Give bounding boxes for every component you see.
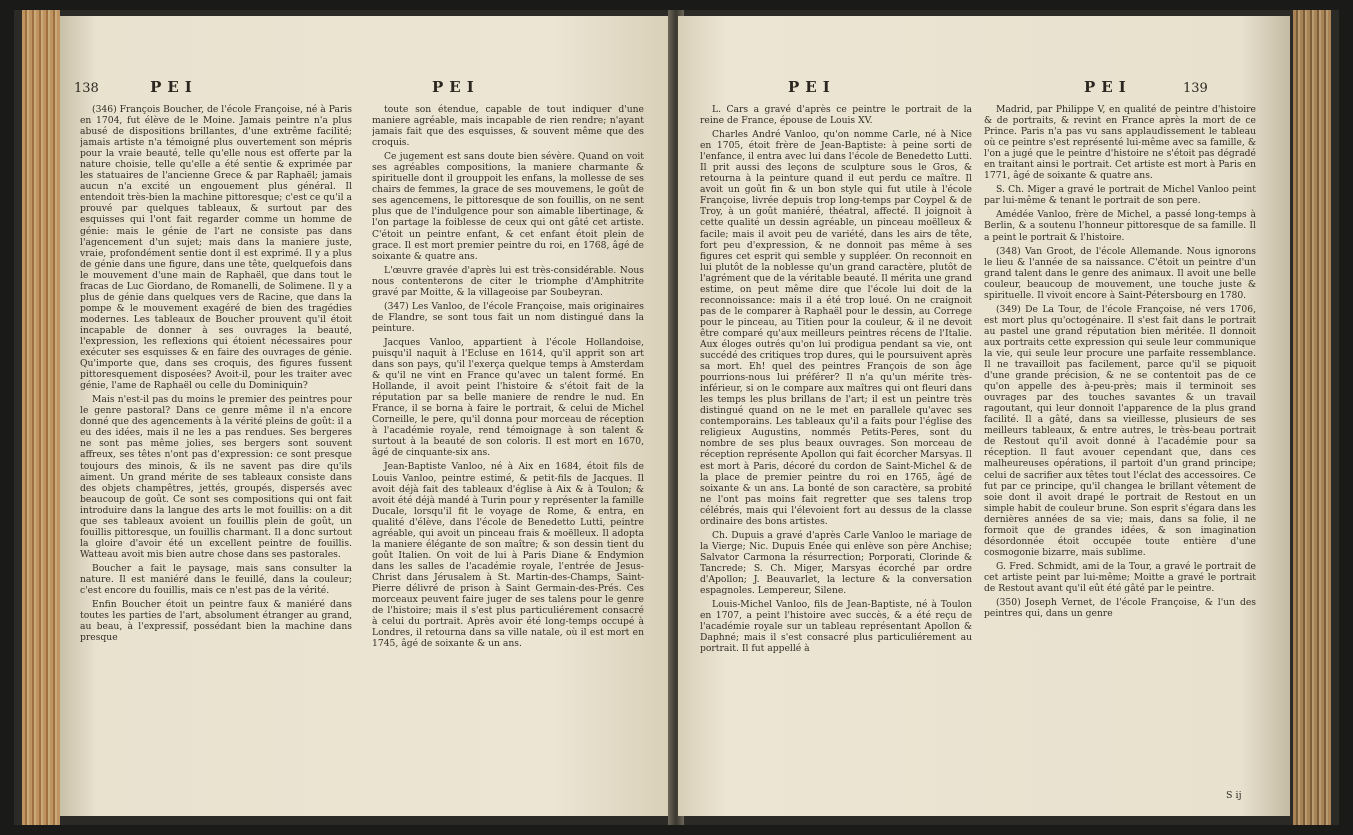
- paragraph: (347) Les Vanloo, de l'école Françoise, mais originaires de Flandre, se sont tous fait un nom distingué dans la peinture.: [372, 300, 644, 334]
- paragraph: Louis-Michel Vanloo, fils de Jean-Baptiste, né à Toulon en 1707, a peint l'histoire avec succès, & a été reçu de l'académie royale sur un tableau représentant Apollon & Daphné; mais il s'est consacré plus particuliérement au portrait. Il fut appellé à: [700, 599, 972, 655]
- paragraph: S. Ch. Miger a gravé le portrait de Michel Vanloo peint par lui-même & tenant le portrait de son pere.: [984, 184, 1256, 207]
- paragraph: Ch. Dupuis a gravé d'après Carle Vanloo le mariage de la Vierge; Nic. Dupuis Enée qui enlève son père Anchise; Salvator Carmona la résurrection; Porporati, Clorinde & Tancrede; S. Ch. Miger, Marsyas écorché par ordre d'Apollon; J. Beauvarlet, la lecture & la conversation espagnoles. Lempereur, Silene.: [700, 529, 972, 597]
- right-page-header: [1084, 78, 1208, 96]
- book-spread: [14, 10, 1339, 825]
- left-page-header: [74, 78, 198, 96]
- paragraph: Enfin Boucher étoit un peintre faux & maniéré dans toutes les parties de l'art, absolument étranger au grand, au beau, à l'expressif, possédant bien la machine dans presque: [80, 599, 352, 644]
- paragraph: Jean-Baptiste Vanloo, né à Aix en 1684, étoit fils de Louis Vanloo, peintre estimé, & petit-fils de Jacques. Il avoit déjà fait des tableaux d'église à Aix & à Toulon; & avoit été déjà mandé à Turin pour y représenter la famille Ducale, lorsqu'il fit le voyage de Rome, & entra, en qualité d'élève, dans l'école de Benedetto Lutti, peintre agréable, qui avoit un pinceau frais & moëlleux. Il adopta la maniere élégante de son maître; & son dessin tient du goût Italien. On voit de lui à Paris Diane & Endymion dans les salles de l'académie royale, l'entrée de Jesus-Christ dans Jérusalem à St. Martin-des-Champs, Saint-Pierre délivré de prison à Saint Germain-des-Prés. Ces morceaux peuvent faire juger de ses talens pour le genre de l'histoire; mais il s'est plus particuliérement consacré à celui du portrait. Après avoir été long-temps occupé à Londres, il retourna dans sa ville natale, où il est mort en 1745, âgé de soixante & un ans.: [372, 461, 644, 650]
- left-running-head-2: PEI: [432, 78, 480, 96]
- left-page-edges: [22, 10, 60, 825]
- paragraph: L. Cars a gravé d'après ce peintre le portrait de la reine de France, épouse de Louis XV.: [700, 104, 972, 127]
- right-running-head-1: PEI: [788, 78, 836, 96]
- left-column-1: [80, 104, 352, 804]
- paragraph: toute son étendue, capable de tout indiquer d'une maniere agréable, mais incapable de rien rendre; n'ayant jamais fait que des esquisses, & souvent même que des croquis.: [372, 104, 644, 149]
- paragraph: (350) Joseph Vernet, de l'école Françoise, & l'un des peintres qui, dans un genre: [984, 597, 1256, 620]
- paragraph: L'œuvre gravée d'après lui est très-considérable. Nous nous contenterons de citer le triomphe d'Amphitrite gravé par Moitte, & la villageoise par Soubeyran.: [372, 264, 644, 298]
- paragraph: Jacques Vanloo, appartient à l'école Hollandoise, puisqu'il naquit à l'Ecluse en 1614, qu'il apprit son art dans son pays, qu'il l'exerça quelque temps à Amsterdam & qu'il ne vint en France qu'avec un talent formé. En Hollande, il avoit peint l'histoire & s'étoit fait de la réputation par sa belle maniere de rendre le nud. En France, il se borna à faire le portrait, & celui de Michel Corneille, le pere, qu'il donna pour morceau de réception à l'académie royale, rend témoignage à son talent & surtout à la beauté de son coloris. Il est mort en 1670, âgé de cinquante-six ans.: [372, 336, 644, 459]
- right-column-2: [984, 104, 1256, 784]
- paragraph: G. Fred. Schmidt, ami de la Tour, a gravé le portrait de cet artiste peint par lui-même; Moitte a gravé le portrait de Restout avant qu'il eût été gâté par le peintre.: [984, 560, 1256, 594]
- paragraph: Charles André Vanloo, qu'on nomme Carle, né à Nice en 1705, étoit frère de Jean-Baptiste: à peine sorti de l'enfance, il entra avec lui dans l'école de Benedetto Lutti. Il prit aussi des leçons de sculpture sous le Gros, & retourna à la peinture quand il eut perdu ce maître. Il avoit un goût fin & un bon style qui fut utile à l'école Françoise, livrée depuis trop long-temps par Coypel & de Troy, à un goût maniéré, théatral, affecté. Il joignoit à cette qualité un dessin agréable, un pinceau moëlleux & facile; mais il avoit peu de variété, dans les airs de tête, fort peu d'expression, & ne donnoit pas même à ses figures cet esprit qui semble y suppléer. On reconnoit en lui plutôt de la noblesse qu'un grand caractère, plutôt de l'agrément que de la véritable beauté. Il mérita une grand estime, on peut même dire que l'école lui doit de la reconnoissance: mais il a été trop loué. On ne craignoit pas de le comparer à Raphaël pour le dessin, au Correge pour le pinceau, au Titien pour la couleur, & il ne devoit être comparé qu'aux meilleurs peintres récens de l'Italie. Aux éloges outrés qu'on lui prodigua pendant sa vie, ont succédé des critiques trop dures, qui le poursuivent après sa mort. Eh! quel des peintres François de son âge pourrions-nous lui préférer? Il n'a qu'un mérite très-inférieur, si on le compare aux maîtres qui ont fleuri dans les temps les plus brillans de l'art; il est un peintre très distingué quand on ne le met en parallele qu'avec ses contemporains. Les tableaux qu'il a faits pour l'église des religieux Augustins, nommés Petits-Peres, sont du nombre de ses plus beaux ouvrages. Son morceau de réception représente Apollon qui fait écorcher Marsyas. Il est mort à Paris, décoré du cordon de Saint-Michel & de la place de premier peintre du roi en 1765, âgé de soixante & un ans. La bonté de son caractère, sa probité ne l'ont pas moins fait regretter que ses talens trop célébrés, mais qui l'élevoient fort au dessus de la classe ordinaire des bons artistes.: [700, 129, 972, 527]
- left-column-2: [372, 104, 644, 804]
- left-page-number: 138: [74, 81, 99, 96]
- paragraph: Madrid, par Philippe V, en qualité de peintre d'histoire & de portraits, & revint en France après la mort de ce Prince. Paris n'a pas vu sans applaudissement le tableau où ce peintre s'est représenté lui-même avec sa famille, & l'on a jugé que le peintre d'histoire ne s'étoit pas dégradé en traitant ainsi le portrait. Cet artiste est mort à Paris en 1771, âgé de soixante & quatre ans.: [984, 104, 1256, 182]
- left-page: [60, 16, 676, 816]
- paragraph: (348) Van Groot, de l'école Allemande. Nous ignorons le lieu & l'année de sa naissance. C'étoit un peintre d'un grand talent dans le genre des animaux. Il avoit une belle couleur, beaucoup de mouvement, une touche juste & spirituelle. Il vivoit encore à Saint-Pétersbourg en 1780.: [984, 245, 1256, 301]
- right-running-head-2: PEI: [1084, 78, 1132, 96]
- right-page: [678, 16, 1290, 816]
- right-page-edges: [1293, 10, 1331, 825]
- right-column-1: [700, 104, 972, 804]
- paragraph: (346) François Boucher, de l'école Françoise, né à Paris en 1704, fut élève de le Moine. Jamais peintre n'a plus abusé de dispositions brillantes, d'une extrême facilité; jamais artiste n'a témoigné plus ouvertement son mépris pour la vraie beauté, telle qu'elle nous est offerte par la nature choisie, telle qu'elle a été sentie & exprimée par les statuaires de l'ancienne Grece & par Raphaël; jamais aucun n'a excité un engouement plus général. Il entendoit très-bien la machine pittoresque; c'est ce qu'il a prouvé par quelques tableaux, & surtout par des esquisses qui l'ont fait regarder comme un homme de génie: mais le génie de l'art ne consiste pas dans l'agencement d'un sujet; mais dans la maniere juste, vraie, profondément sentie dont il est exprimé. Il y a plus de génie dans une figure, dans une tête, quelquefois dans le mouvement d'une main de Raphaël, que dans tout le fracas de Luc Giordano, de Romanelli, de Solimene. Il y a plus de génie dans quelques vers de Racine, que dans la pompe & le mouvement exagéré de bien des tragédies modernes. Les tableaux de Boucher prouvent qu'il étoit incapable de donner à ses ouvrages la beauté, l'expression, les reflexions qui étoient nécessaires pour exécuter ses esquisses & en faire des ouvrages de génie. Qu'importe que, dans ses croquis, des figures fussent pittoresquement disposées? Avoit-il, pour les traiter avec génie, l'ame de Raphaël ou celle du Dominiquin?: [80, 104, 352, 392]
- paragraph: Ce jugement est sans doute bien sévère. Quand on voit ses agréables compositions, la maniere charmante & spirituelle dont il grouppoit les enfans, la mollesse de ses chairs de femmes, la grace de ses mouvemens, le goût de ses agencemens, le pittoresque de son fouillis, on ne sent plus que de l'indulgence pour son aimable libertinage, & l'on partage la foiblesse de ceux qui ont gâté cet artiste. C'étoit un peintre enfant, & cet enfant étoit plein de grace. Il est mort premier peintre du roi, en 1768, âgé de soixante & quatre ans.: [372, 151, 644, 262]
- paragraph: Boucher a fait le paysage, mais sans consulter la nature. Il est maniéré dans le feuillé, dans la couleur; c'est encore du fouillis, mais ce n'est pas de la vérité.: [80, 562, 352, 597]
- paragraph: Amédée Vanloo, frère de Michel, a passé long-temps à Berlin, & a soutenu l'honneur pittoresque de sa famille. Il a peint le portrait & l'histoire.: [984, 209, 1256, 243]
- paragraph: Mais n'est-il pas du moins le premier des peintres pour le genre pastoral? Dans ce genre même il n'a encore donné que des agencements à la vérité pleins de goût: il a eu des idées, mais il ne les a pas rendues. Ses bergeres ne sont pas même jolies, ses bergers sont souvent affreux, ses têtes n'ont pas d'expression: ce sont presque toujours des minois, & ils ne savent pas dire qu'ils aiment. Un grand mérite de ses tableaux consiste dans des objets champêtres, jettés, groupés, dispersés avec beaucoup de goût. Ce sont ses compositions qui ont fait introduire dans la langue des arts le mot fouillis: on a dit que ses tableaux avoient un fouillis plein de goût, un fouillis pittoresque, un fouillis charmant. Il a donc surtout la gloire d'avoir été un excellent peintre de fouillis. Watteau avoit mis bien autre chose dans ses pastorales.: [80, 394, 352, 560]
- left-running-head-1: PEI: [150, 78, 198, 96]
- signature-mark: S ij: [1226, 790, 1242, 801]
- right-page-number: 139: [1182, 81, 1208, 96]
- paragraph: (349) De La Tour, de l'école Françoise, né vers 1706, est mort plus qu'octogénaire. Il s'est fait dans le portrait au pastel une grand réputation bien méritée. Il donnoit aux portraits cette expression qui seule leur communique la vie, qui seule leur procure une parfaite ressemblance. Il ne travailloit pas facilement, parce qu'il se piquoit d'une grande précision, & ne se contentoit pas de ce qu'on appelle des à-peu-près; mais il terminoit ses ouvrages par des touches savantes & un travail ragoutant, qui leur donnoit l'apparence de la plus grand facilité. Il a gâté, dans sa vieillesse, plusieurs de ses meilleurs tableaux, & entre autres, le très-beau portrait de Restout qu'il avoit donné à l'académie pour sa réception. Il faut avouer cependant que, dans ces malheureuses opérations, il partoit d'un grand principe; celui de sacrifier aux têtes tout l'éclat des accessoires. Ce fut par ce principe, qu'il changea le brillant vêtement de soie dont il avoit drapé le portrait de Restout en un simple habit de couleur brune. Son esprit s'égara dans les dernières années de sa vie; mais, dans sa folie, il ne formoit que de grandes idées, & son imagination désordonnée étoit occupée toute entière d'une cosmogonie bizarre, mais sublime.: [984, 303, 1256, 558]
